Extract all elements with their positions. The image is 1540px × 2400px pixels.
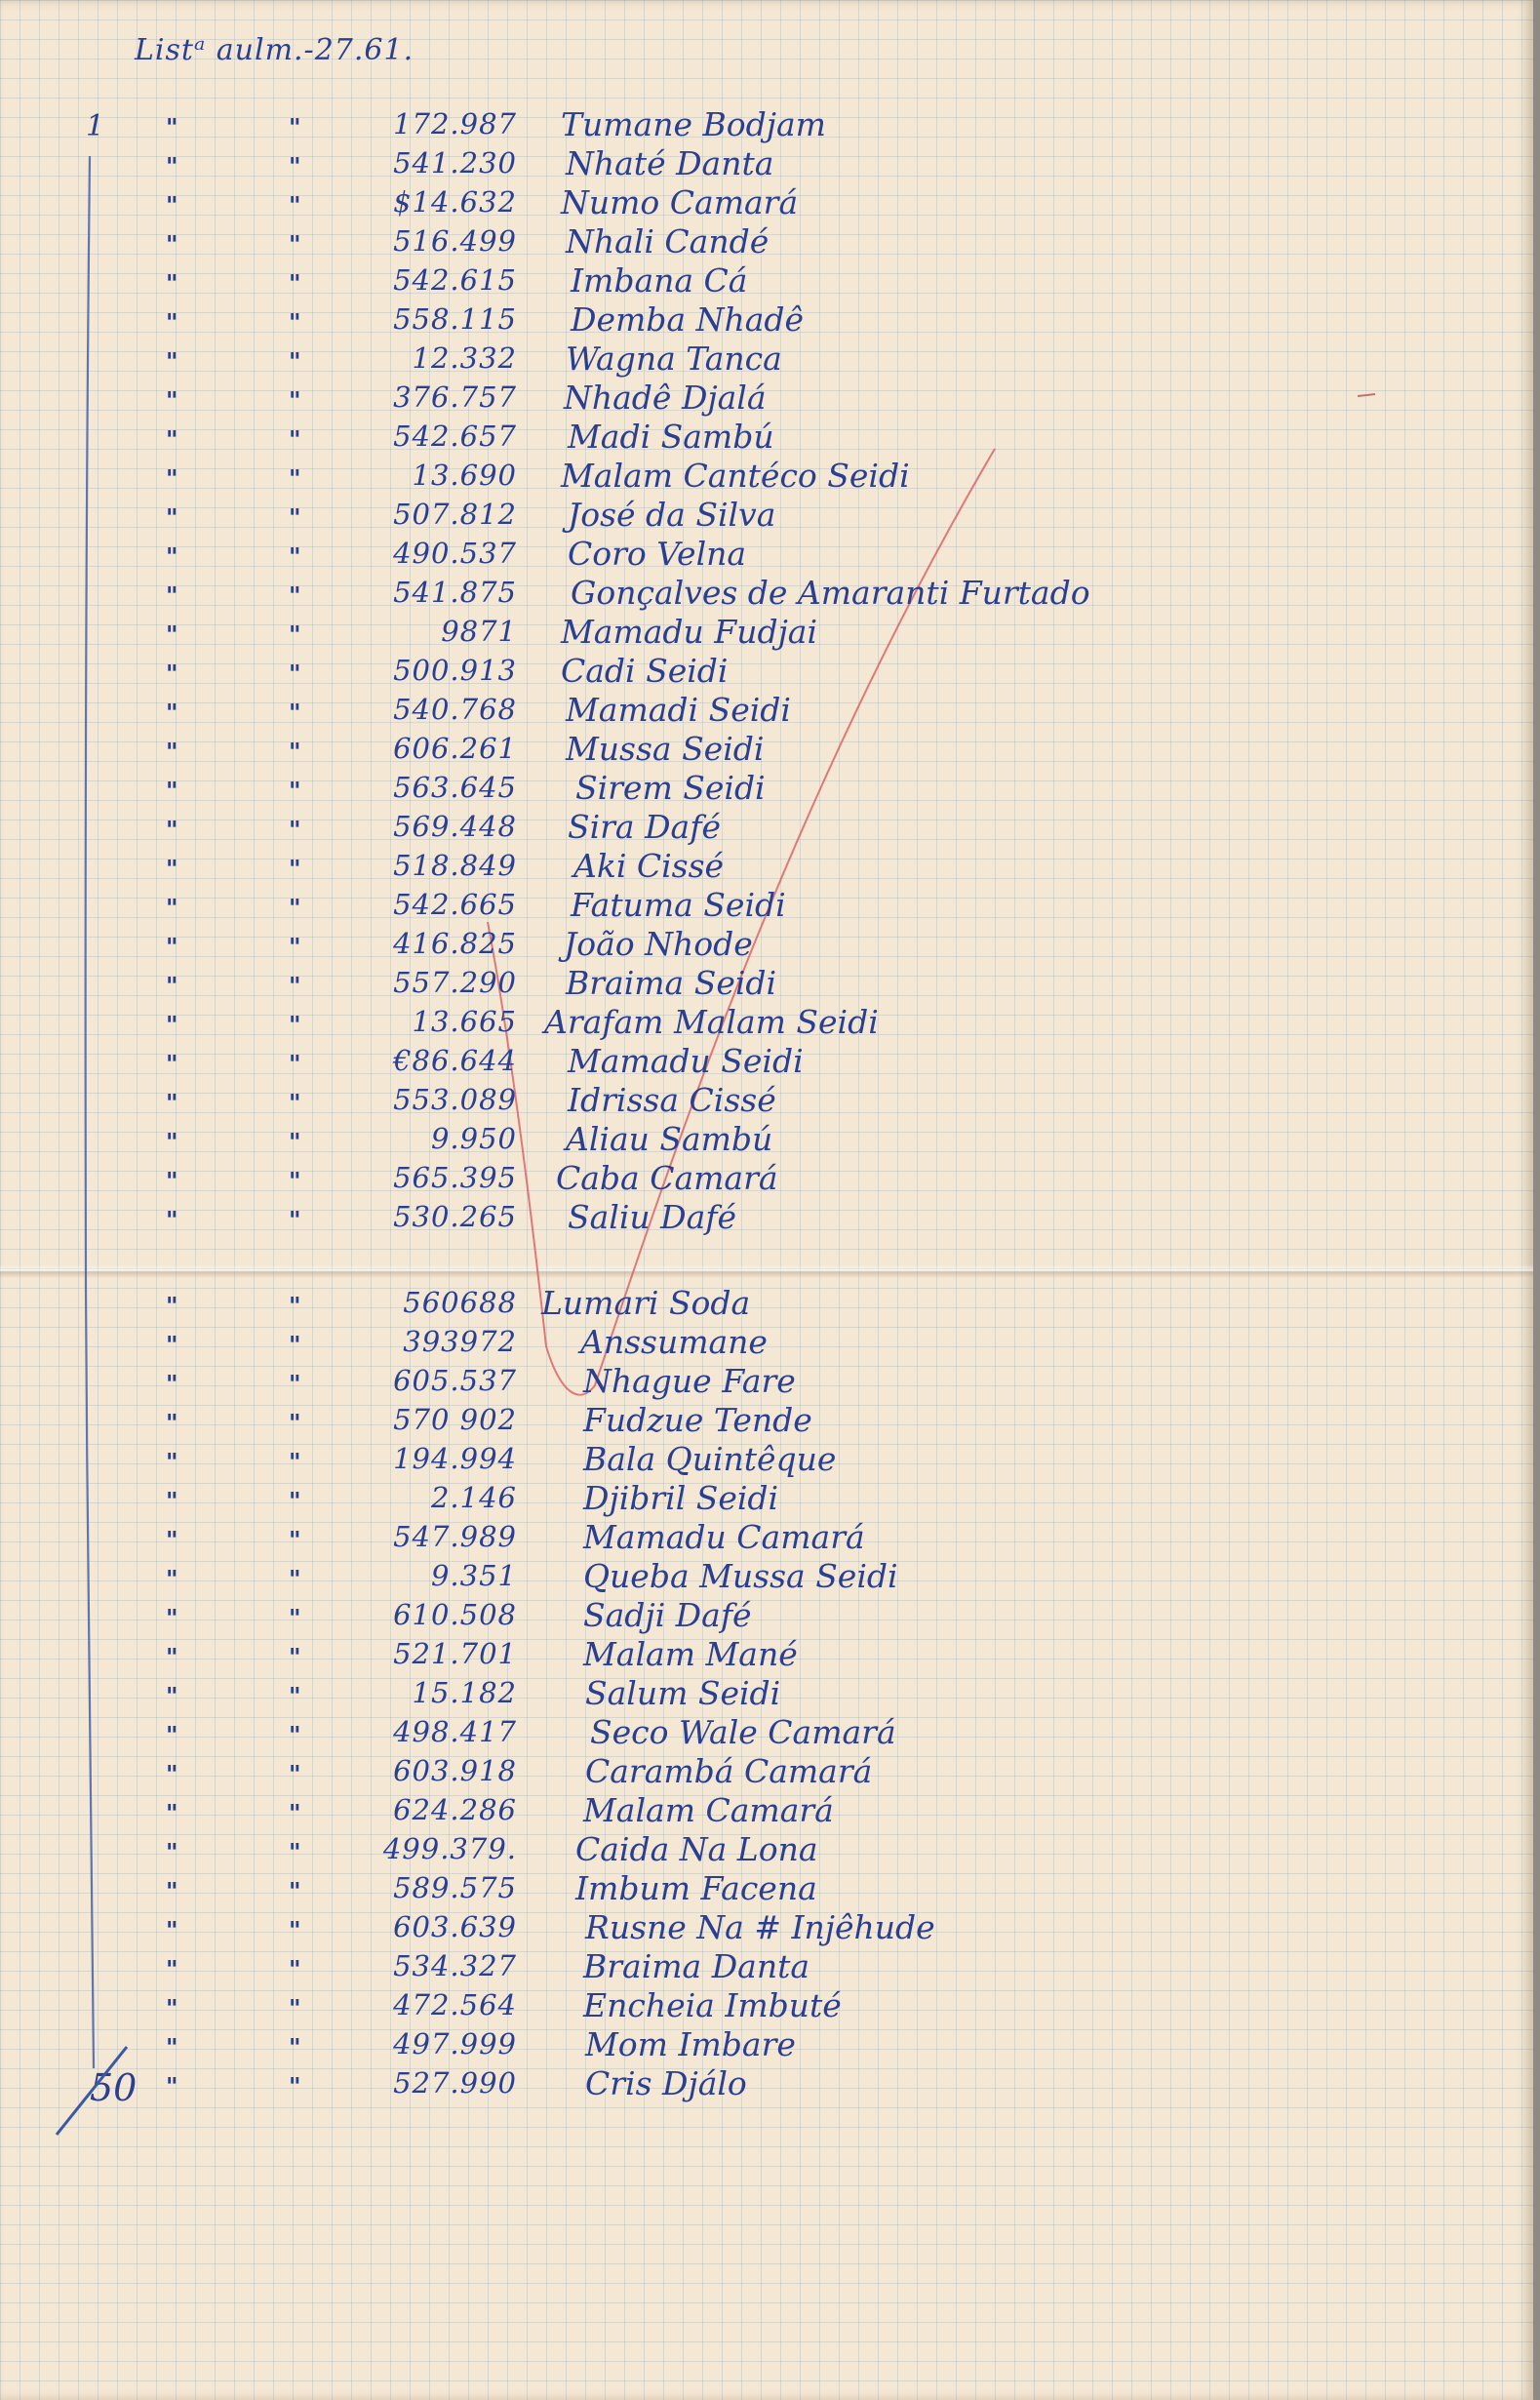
list-item xyxy=(0,1754,1365,1791)
entry-number: 542.657 xyxy=(393,420,517,453)
entry-name: Lumari Soda xyxy=(541,1284,751,1322)
list-item xyxy=(0,1676,1365,1713)
entry-number: 557.290 xyxy=(393,966,517,999)
entry-name: Aki Cissé xyxy=(573,847,725,885)
ditto-mark: " xyxy=(289,1604,301,1632)
entry-name: Nhague Fare xyxy=(583,1362,796,1400)
entry-name: Aliau Sambú xyxy=(566,1120,773,1158)
entry-name: Mussa Seidi xyxy=(566,730,765,768)
entry-number: 542.665 xyxy=(393,888,517,921)
entry-name: Madi Sambú xyxy=(568,418,774,456)
ditto-mark: " xyxy=(166,581,178,610)
list-item xyxy=(0,341,1365,379)
entry-number: 610.508 xyxy=(393,1598,517,1631)
ditto-mark: " xyxy=(166,1916,178,1944)
entry-number: 569.448 xyxy=(393,810,517,843)
entry-name: Mom Imbare xyxy=(585,2025,796,2063)
entry-name: Cris Djálo xyxy=(585,2064,747,2102)
ditto-mark: " xyxy=(289,230,301,259)
list-item xyxy=(0,1161,1365,1198)
list-item xyxy=(0,1871,1365,1908)
entry-name: Cadi Seidi xyxy=(561,652,729,690)
ditto-mark: " xyxy=(289,581,301,610)
entry-number: 500.913 xyxy=(393,654,517,687)
ditto-mark: " xyxy=(289,1167,301,1195)
list-item xyxy=(0,1715,1365,1752)
entry-name: Bala Quintêque xyxy=(583,1440,837,1478)
ditto-mark: " xyxy=(289,113,301,141)
ditto-mark: " xyxy=(289,1448,301,1476)
list-item xyxy=(0,1481,1365,1518)
ditto-mark: " xyxy=(289,855,301,883)
entry-name: Idrissa Cissé xyxy=(568,1081,776,1119)
ditto-mark: " xyxy=(166,464,178,493)
list-item xyxy=(0,459,1365,496)
entry-number: 541.230 xyxy=(393,146,517,180)
list-item xyxy=(0,1910,1365,1947)
entry-number: $14.632 xyxy=(393,185,517,219)
list-item xyxy=(0,2027,1365,2064)
ditto-mark: " xyxy=(289,191,301,220)
entry-number: 2.146 xyxy=(430,1481,517,1514)
ditto-mark: " xyxy=(166,816,178,844)
entry-name: Seco Wale Camará xyxy=(590,1713,896,1751)
ditto-mark: " xyxy=(166,1799,178,1827)
list-item xyxy=(0,498,1365,535)
list-item xyxy=(0,1637,1365,1674)
entry-name: Carambá Camará xyxy=(585,1752,873,1790)
list-item xyxy=(0,771,1365,808)
ditto-mark: " xyxy=(289,1487,301,1515)
ditto-mark: " xyxy=(166,1565,178,1593)
list-item xyxy=(0,302,1365,340)
ditto-mark: " xyxy=(289,347,301,376)
ditto-mark: " xyxy=(289,2033,301,2061)
ditto-mark: " xyxy=(289,1128,301,1156)
list-item xyxy=(0,576,1365,613)
list-item xyxy=(0,1200,1365,1237)
ditto-mark: " xyxy=(166,1955,178,1983)
list-item xyxy=(0,107,1365,144)
ditto-mark: " xyxy=(166,1643,178,1671)
entry-number: 376.757 xyxy=(393,380,517,414)
list-item xyxy=(0,1005,1365,1042)
ditto-mark: " xyxy=(289,660,301,688)
ditto-mark: " xyxy=(166,1167,178,1195)
entry-number: 172.987 xyxy=(393,107,517,140)
ditto-mark: " xyxy=(289,1721,301,1749)
ditto-mark: " xyxy=(289,777,301,805)
list-item xyxy=(0,380,1365,418)
entry-number: 542.615 xyxy=(393,263,517,297)
entry-number: 527.990 xyxy=(393,2066,517,2100)
entry-number: 499.379. xyxy=(382,1832,517,1865)
entry-name: Caida Na Lona xyxy=(575,1830,818,1868)
ditto-mark: " xyxy=(166,1526,178,1554)
entry-number: 603.639 xyxy=(393,1910,517,1943)
entry-number: 12.332 xyxy=(412,341,517,375)
ditto-mark: " xyxy=(166,1011,178,1039)
list-item xyxy=(0,263,1365,300)
list-item xyxy=(0,1044,1365,1081)
entry-number: 393972 xyxy=(403,1325,517,1358)
ditto-mark: " xyxy=(289,542,301,571)
ditto-mark: " xyxy=(289,972,301,1000)
entry-number: 194.994 xyxy=(393,1442,517,1475)
ditto-mark: " xyxy=(289,425,301,454)
list-item xyxy=(0,2066,1365,2103)
entry-number: 490.537 xyxy=(393,537,517,570)
entry-name: Imbana Cá xyxy=(571,261,748,300)
list-item xyxy=(0,185,1365,222)
entry-number: 558.115 xyxy=(393,302,517,336)
entry-number: 9.351 xyxy=(430,1559,517,1592)
list-item xyxy=(0,537,1365,574)
entry-name: Malam Mané xyxy=(583,1635,798,1673)
entry-number: 605.537 xyxy=(393,1364,517,1397)
entry-number: 13.665 xyxy=(412,1005,517,1038)
ditto-mark: " xyxy=(289,933,301,961)
list-item xyxy=(0,615,1365,652)
ditto-mark: " xyxy=(289,1643,301,1671)
entry-name: Sira Dafé xyxy=(568,808,721,846)
entry-number: 540.768 xyxy=(393,693,517,726)
list-item xyxy=(0,1122,1365,1159)
entry-number: 624.286 xyxy=(393,1793,517,1826)
ditto-mark: " xyxy=(166,1128,178,1156)
entry-name: Rusne Na # Injêhude xyxy=(585,1908,935,1946)
ditto-mark: " xyxy=(166,1448,178,1476)
list-item xyxy=(0,1793,1365,1830)
list-item xyxy=(0,927,1365,964)
list-item xyxy=(0,1364,1365,1401)
ditto-mark: " xyxy=(289,1760,301,1788)
ditto-mark: " xyxy=(166,1604,178,1632)
entry-number: 9871 xyxy=(441,615,517,648)
entry-name: Nhali Candé xyxy=(566,222,770,260)
last-index: 50 xyxy=(90,2066,138,2109)
ditto-mark: " xyxy=(166,972,178,1000)
entry-number: 534.327 xyxy=(393,1949,517,1982)
entry-name: Fatuma Seidi xyxy=(571,886,786,924)
entry-name: Encheia Imbuté xyxy=(583,1986,842,2024)
ditto-mark: " xyxy=(289,620,301,649)
ditto-mark: " xyxy=(289,2072,301,2100)
ditto-mark: " xyxy=(289,1799,301,1827)
ditto-mark: " xyxy=(166,152,178,180)
entry-name: José da Silva xyxy=(568,496,776,534)
ditto-mark: " xyxy=(166,2072,178,2100)
ditto-mark: " xyxy=(166,425,178,454)
entry-number: 570 902 xyxy=(393,1403,517,1436)
ditto-mark: " xyxy=(166,620,178,649)
list-item xyxy=(0,420,1365,457)
ditto-mark: " xyxy=(166,894,178,922)
ditto-mark: " xyxy=(289,1877,301,1905)
list-item xyxy=(0,1559,1365,1596)
list-item xyxy=(0,966,1365,1003)
ditto-mark: " xyxy=(289,269,301,298)
entry-name: Sadji Dafé xyxy=(583,1596,752,1634)
entry-number: 530.265 xyxy=(393,1200,517,1233)
ditto-mark: " xyxy=(289,1682,301,1710)
ditto-mark: " xyxy=(166,1206,178,1234)
list-item xyxy=(0,1520,1365,1557)
list-item xyxy=(0,224,1365,261)
list-item xyxy=(0,1598,1365,1635)
entry-name: Mamadu Seidi xyxy=(568,1042,804,1080)
entry-name: João Nhode xyxy=(564,925,753,963)
entry-number: 606.261 xyxy=(393,732,517,765)
entry-name: Malam Camará xyxy=(583,1791,834,1829)
ditto-mark: " xyxy=(166,1409,178,1437)
entry-number: 497.999 xyxy=(393,2027,517,2060)
ditto-mark: " xyxy=(166,113,178,141)
ditto-mark: " xyxy=(289,816,301,844)
entry-name: Anssumane xyxy=(580,1323,768,1361)
ditto-mark: " xyxy=(166,308,178,337)
ditto-mark: " xyxy=(166,503,178,532)
list-item xyxy=(0,849,1365,886)
entry-name: Coro Velna xyxy=(568,535,747,573)
entry-name: Malam Cantéco Seidi xyxy=(561,457,910,495)
ditto-mark: " xyxy=(166,386,178,415)
ditto-mark: " xyxy=(289,1838,301,1866)
entry-number: 560688 xyxy=(403,1286,517,1319)
ditto-mark: " xyxy=(166,269,178,298)
list-item xyxy=(0,1949,1365,1986)
ditto-mark: " xyxy=(166,855,178,883)
entry-name: Queba Mussa Seidi xyxy=(583,1557,898,1595)
list-item xyxy=(0,888,1365,925)
ditto-mark: " xyxy=(289,1011,301,1039)
ditto-mark: " xyxy=(166,660,178,688)
entry-name: Gonçalves de Amaranti Furtado xyxy=(571,574,1090,612)
entry-number: 15.182 xyxy=(412,1676,517,1709)
list-item xyxy=(0,1083,1365,1120)
ditto-mark: " xyxy=(166,738,178,766)
entry-name: Braima Seidi xyxy=(566,964,777,1002)
entry-name: Mamadi Seidi xyxy=(566,691,791,729)
entry-name: Tumane Bodjam xyxy=(561,105,826,143)
entry-number: 518.849 xyxy=(393,849,517,882)
ditto-mark: " xyxy=(289,152,301,180)
entry-number: 541.875 xyxy=(393,576,517,609)
ditto-mark: " xyxy=(166,1292,178,1320)
ditto-mark: " xyxy=(166,1370,178,1398)
ditto-mark: " xyxy=(166,542,178,571)
entry-number: 472.564 xyxy=(393,1988,517,2021)
ditto-mark: " xyxy=(166,1994,178,2022)
entry-name: Braima Danta xyxy=(583,1947,810,1985)
entry-name: Caba Camará xyxy=(556,1159,778,1197)
ditto-mark: " xyxy=(166,1682,178,1710)
ditto-mark: " xyxy=(289,1916,301,1944)
entry-name: Nhaté Danta xyxy=(566,144,774,182)
entry-name: Arafam Malam Seidi xyxy=(544,1003,879,1041)
ditto-mark: " xyxy=(166,1050,178,1078)
first-index: 1 xyxy=(86,109,105,143)
entry-number: 565.395 xyxy=(393,1161,517,1194)
entry-number: 547.989 xyxy=(393,1520,517,1553)
entry-number: 416.825 xyxy=(393,927,517,960)
entry-number: 521.701 xyxy=(393,1637,517,1670)
list-item xyxy=(0,810,1365,847)
entry-number: €86.644 xyxy=(393,1044,517,1077)
list-item xyxy=(0,1832,1365,1869)
entry-name: Numo Camará xyxy=(561,183,799,221)
list-item xyxy=(0,654,1365,691)
entry-name: Imbum Facena xyxy=(575,1869,817,1907)
ditto-mark: " xyxy=(166,1760,178,1788)
entry-number: 589.575 xyxy=(393,1871,517,1904)
entry-name: Mamadu Camará xyxy=(583,1518,865,1556)
entry-number: 553.089 xyxy=(393,1083,517,1116)
entry-name: Mamadu Fudjai xyxy=(561,613,818,651)
entry-number: 563.645 xyxy=(393,771,517,804)
ditto-mark: " xyxy=(166,1331,178,1359)
entry-name: Saliu Dafé xyxy=(568,1198,737,1236)
entry-number: 9.950 xyxy=(430,1122,517,1155)
entry-number: 507.812 xyxy=(393,498,517,531)
entry-name: Fudzue Tende xyxy=(583,1401,812,1439)
ditto-mark: " xyxy=(289,1206,301,1234)
ditto-mark: " xyxy=(166,1721,178,1749)
list-item xyxy=(0,146,1365,183)
ditto-mark: " xyxy=(289,503,301,532)
ditto-mark: " xyxy=(289,464,301,493)
ditto-mark: " xyxy=(289,1050,301,1078)
ditto-mark: " xyxy=(166,699,178,727)
ditto-mark: " xyxy=(166,2033,178,2061)
entry-name: Nhadê Djalá xyxy=(564,379,767,417)
entry-number: 498.417 xyxy=(393,1715,517,1748)
list-item xyxy=(0,732,1365,769)
list-item xyxy=(0,1286,1365,1323)
ditto-mark: " xyxy=(289,1292,301,1320)
list-item xyxy=(0,693,1365,730)
entry-number: 516.499 xyxy=(393,224,517,258)
entry-number: 603.918 xyxy=(393,1754,517,1787)
ditto-mark: " xyxy=(289,1994,301,2022)
ditto-mark: " xyxy=(289,1565,301,1593)
entry-number: 13.690 xyxy=(412,459,517,492)
ditto-mark: " xyxy=(166,1487,178,1515)
ditto-mark: " xyxy=(289,1409,301,1437)
ditto-mark: " xyxy=(289,308,301,337)
ditto-mark: " xyxy=(289,1955,301,1983)
ditto-mark: " xyxy=(166,1089,178,1117)
list-item xyxy=(0,1325,1365,1362)
entry-name: Demba Nhadê xyxy=(571,300,805,339)
ditto-mark: " xyxy=(166,777,178,805)
ditto-mark: " xyxy=(289,699,301,727)
ditto-mark: " xyxy=(166,1838,178,1866)
list-item xyxy=(0,1988,1365,2025)
ditto-mark: " xyxy=(166,230,178,259)
ditto-mark: " xyxy=(289,1331,301,1359)
list-item xyxy=(0,1442,1365,1479)
ditto-mark: " xyxy=(289,1526,301,1554)
ditto-mark: " xyxy=(289,738,301,766)
list-header: Listᵃ aulm.-27.61. xyxy=(135,33,415,67)
list-item xyxy=(0,1403,1365,1440)
entry-name: Sirem Seidi xyxy=(575,769,766,807)
ditto-mark: " xyxy=(166,933,178,961)
ditto-mark: " xyxy=(289,386,301,415)
ditto-mark: " xyxy=(289,1089,301,1117)
ditto-mark: " xyxy=(166,347,178,376)
entry-name: Djibril Seidi xyxy=(583,1479,779,1517)
ditto-mark: " xyxy=(289,1370,301,1398)
ditto-mark: " xyxy=(166,1877,178,1905)
ditto-mark: " xyxy=(166,191,178,220)
entry-name: Salum Seidi xyxy=(585,1674,781,1712)
ditto-mark: " xyxy=(289,894,301,922)
entry-name: Wagna Tanca xyxy=(566,340,782,378)
